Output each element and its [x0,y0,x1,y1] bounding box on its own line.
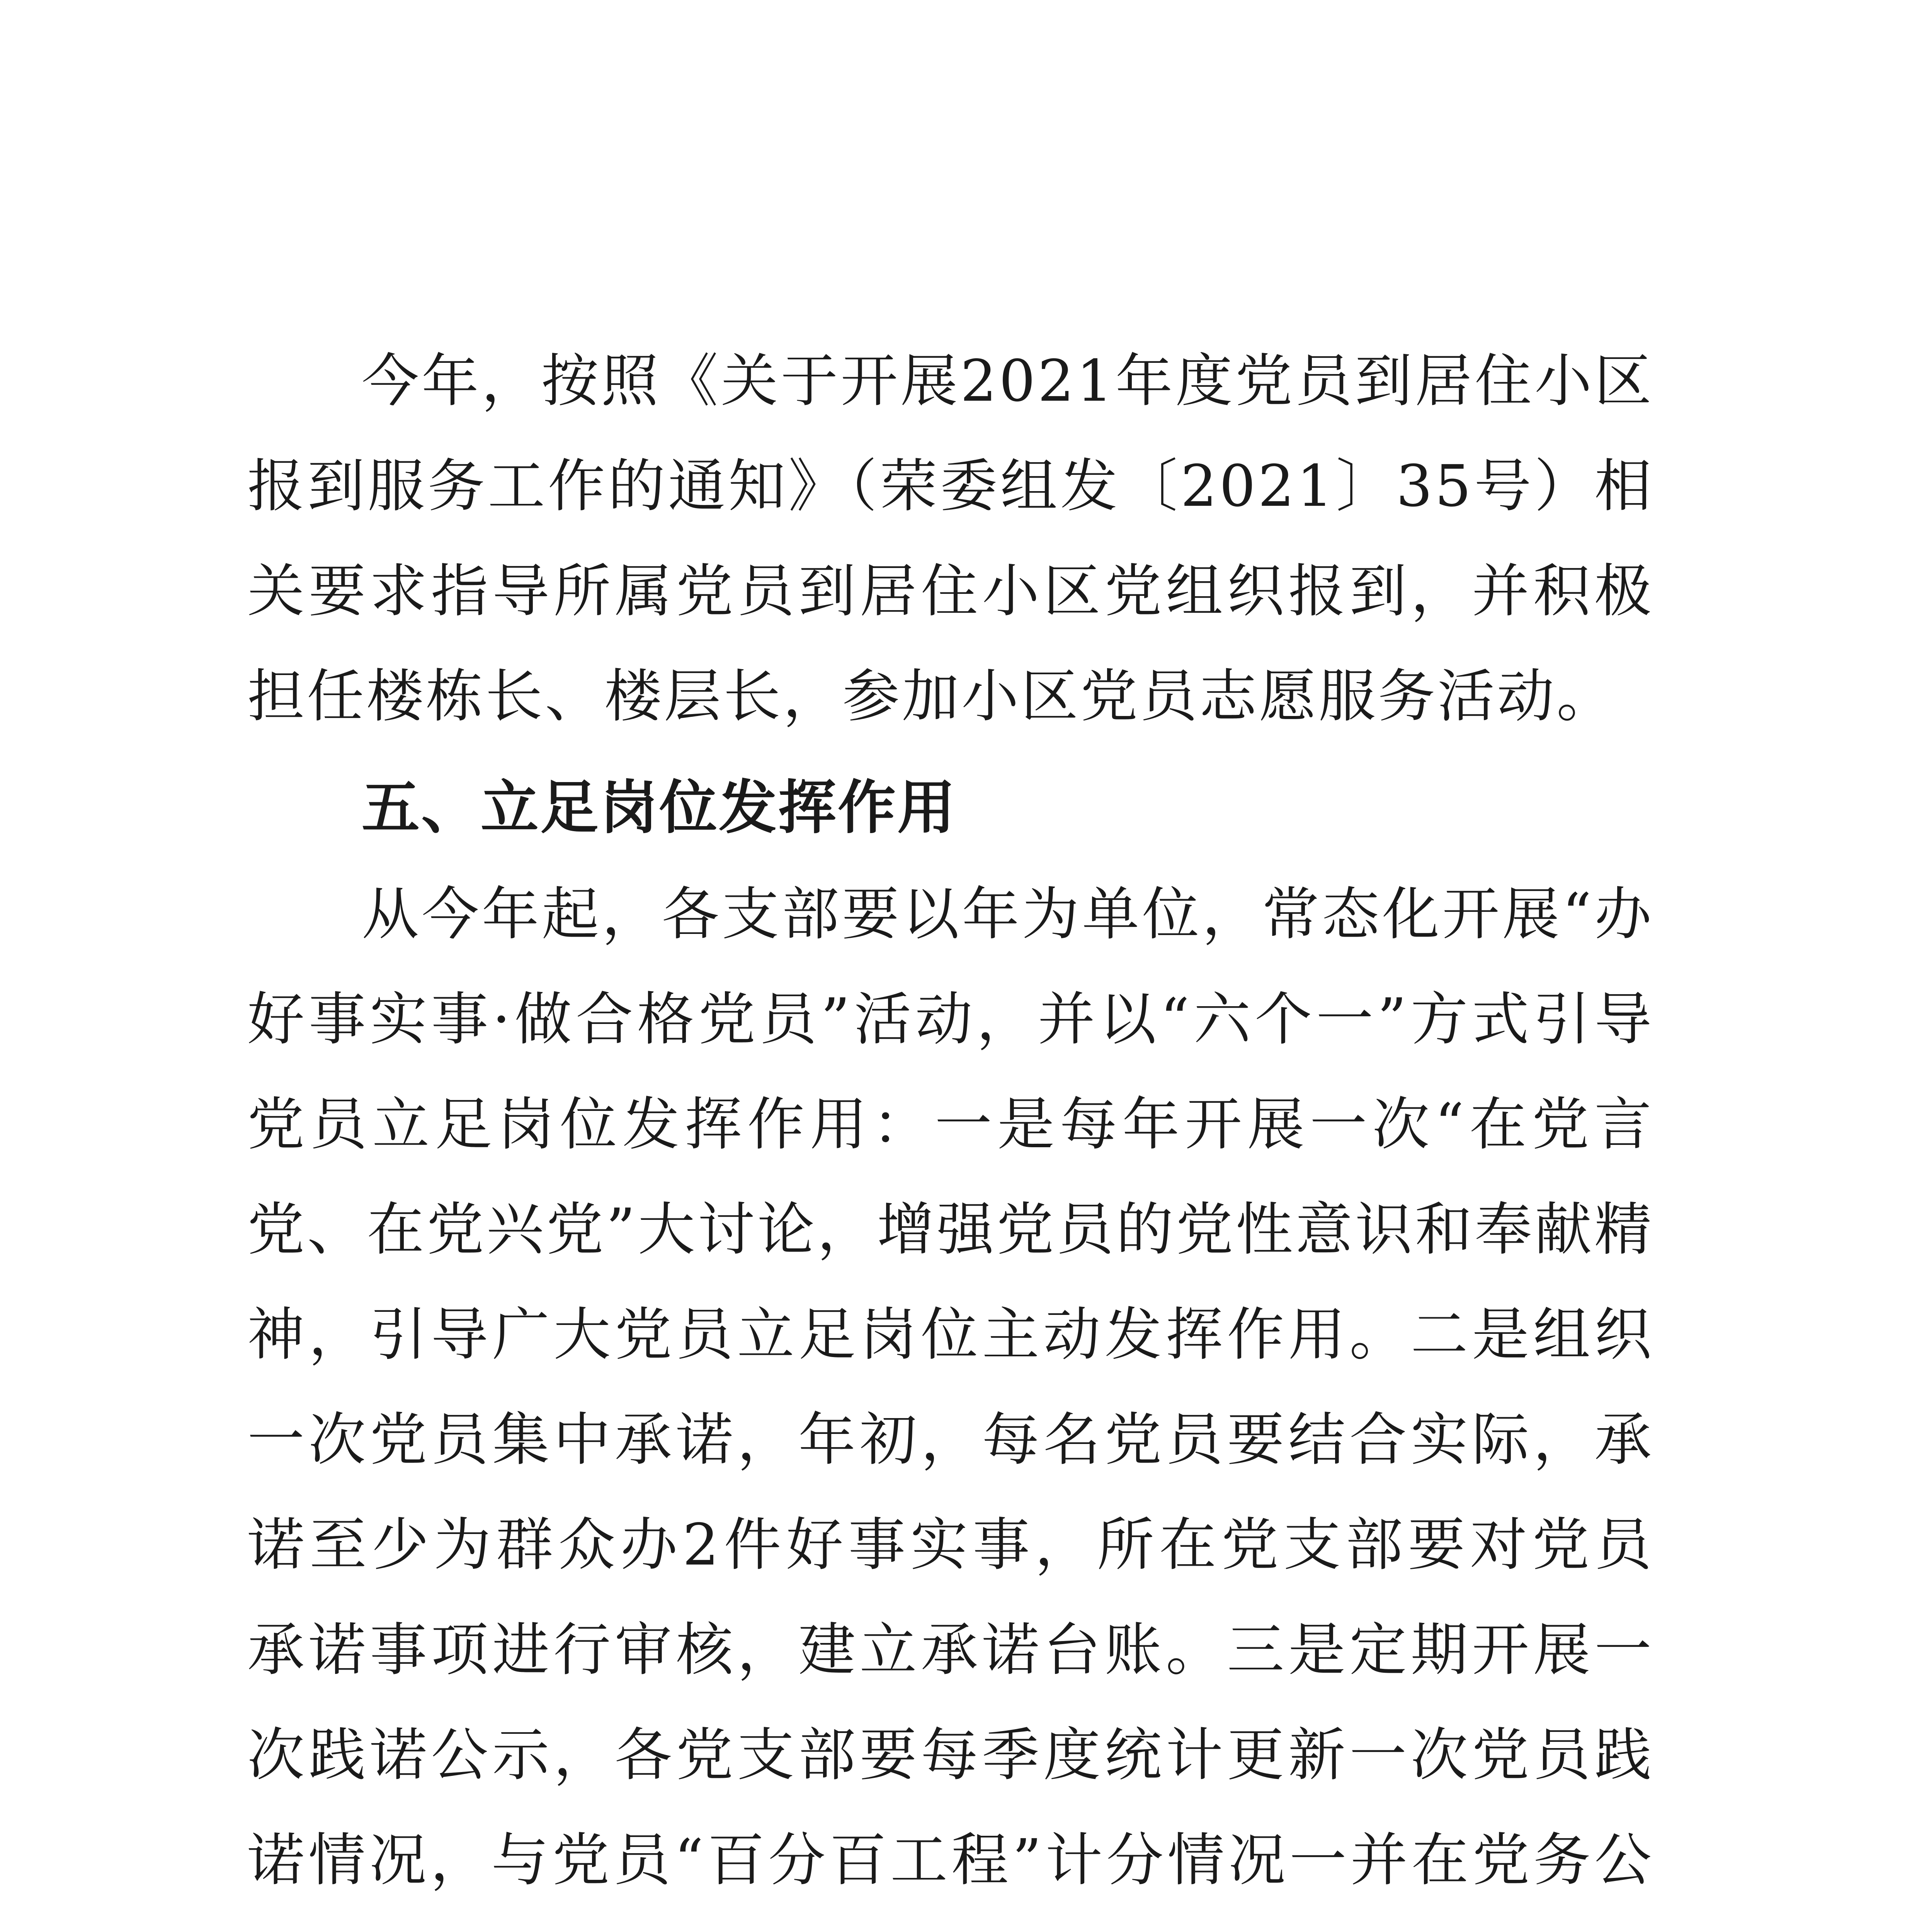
paragraph-six-ones-activity: 从今年起，各支部要以年为单位，常态化开展“办好事实事·做合格党员”活动，并以“六个一”方式引导党员立足岗位发挥作用：一是每年开展一次“在党言党、在党兴党”大讨论，增强党员的党性意识和奉献精神，引导广大党员立足岗位主动发挥作用。二是组织一次党员集中承诺，年初，每名党员要结合实际，承诺至少为群众办2件好事实事，所在党支部要对党员承诺事项进行审核，建立承诺台账。三是定期开展一次践诺公示，各党支部要每季度统计更新一次党员践诺情况，与党员“百分百工程”计分情况一并在党务公 [247,881,1654,1893]
section-heading-five: 五、立足岗位发挥作用 [362,774,957,842]
paragraph-party-member-community-registration: 今年，按照《关于开展2021年度党员到居住小区报到服务工作的通知》（荣委组发〔2021〕35号）相关要求指导所属党员到居住小区党组织报到，并积极担任楼栋长、楼层长，参加小区党员志愿服务活动。 [247,348,1654,730]
